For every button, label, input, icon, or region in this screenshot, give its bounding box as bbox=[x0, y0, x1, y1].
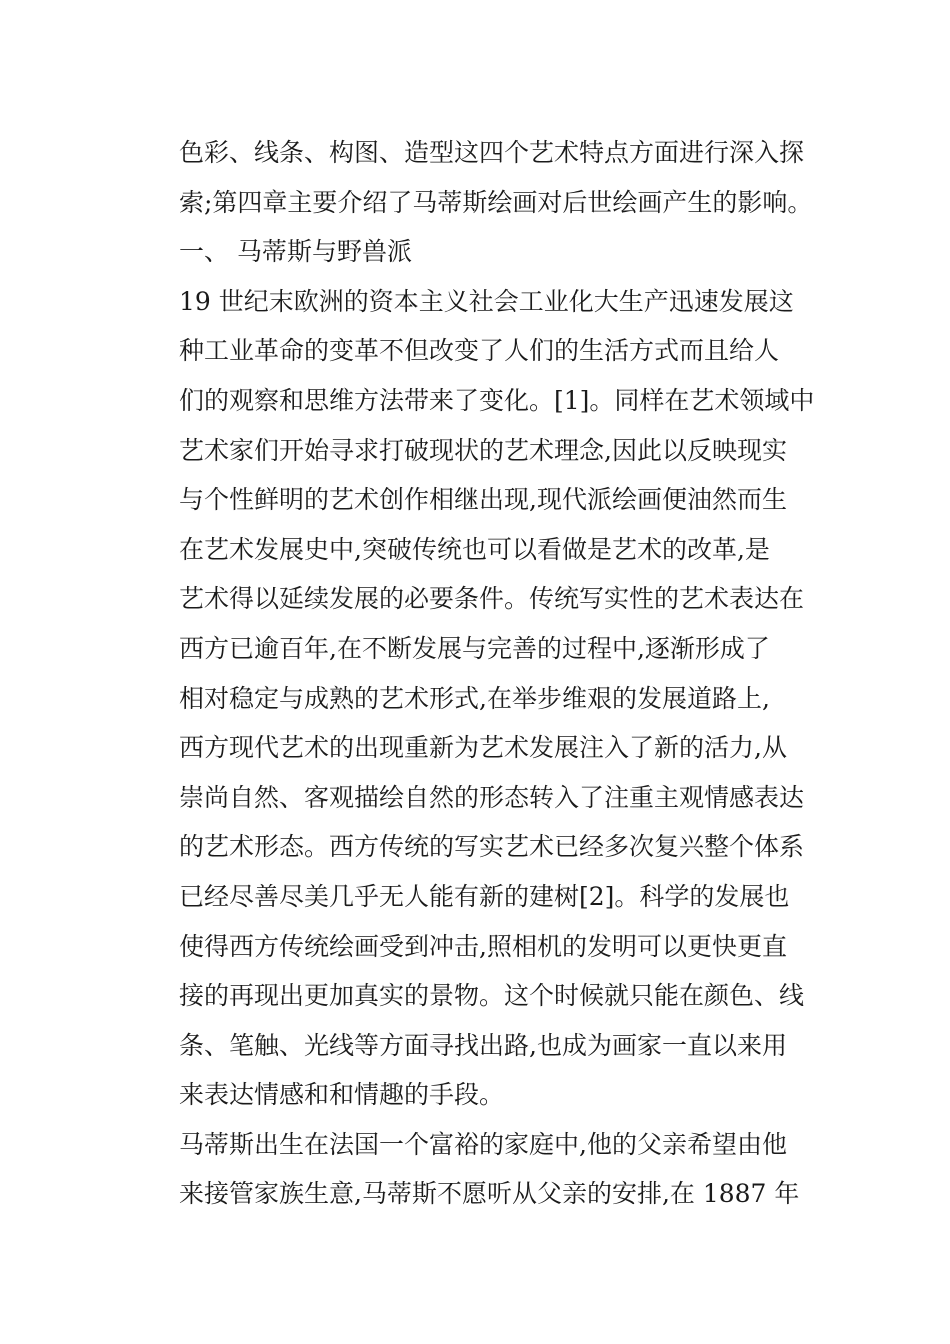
text-line-6: 们的观察和思维方法带来了变化。[1]。同样在艺术领域中 bbox=[179, 385, 815, 415]
text-line-12: 相对稳定与成熟的艺术形式,在举步维艰的发展道路上, bbox=[179, 683, 770, 713]
text-line-22: 来接管家族生意,马蒂斯不愿听从父亲的安排,在 1887 年 bbox=[179, 1179, 800, 1209]
text-line-16: 已经尽善尽美几乎无人能有新的建树[2]。科学的发展也 bbox=[179, 881, 790, 911]
text-line-19: 条、笔触、光线等方面寻找出路,也成为画家一直以来用 bbox=[179, 1030, 787, 1060]
text-line-10: 艺术得以延续发展的必要条件。传统写实性的艺术表达在 bbox=[179, 584, 805, 614]
text-line-13: 西方现代艺术的出现重新为艺术发展注入了新的活力,从 bbox=[179, 733, 787, 763]
text-line-15: 的艺术形态。西方传统的写实艺术已经多次复兴整个体系 bbox=[179, 832, 805, 862]
text-line-4: 19 世纪末欧洲的资本主义社会工业化大生产迅速发展这 bbox=[179, 286, 794, 316]
text-line-20: 来表达情感和和情趣的手段。 bbox=[179, 1080, 505, 1110]
text-line-5: 种工业革命的变革不但改变了人们的生活方式而且给人 bbox=[179, 336, 780, 366]
text-line-11: 西方已逾百年,在不断发展与完善的过程中,逐渐形成了 bbox=[179, 633, 770, 663]
document-body bbox=[179, 128, 819, 1219]
text-line-9: 在艺术发展史中,突破传统也可以看做是艺术的改革,是 bbox=[179, 534, 770, 564]
text-line-14: 崇尚自然、客观描绘自然的形态转入了注重主观情感表达 bbox=[179, 782, 805, 812]
text-line-21: 马蒂斯出生在法国一个富裕的家庭中,他的父亲希望由他 bbox=[179, 1129, 787, 1159]
text-line-7: 艺术家们开始寻求打破现状的艺术理念,因此以反映现实 bbox=[179, 435, 787, 465]
text-line-18: 接的再现出更加真实的景物。这个时候就只能在颜色、线 bbox=[179, 981, 805, 1011]
section-heading: 一、 马蒂斯与野兽派 bbox=[179, 237, 412, 267]
text-line-17: 使得西方传统绘画受到冲击,照相机的发明可以更快更直 bbox=[179, 931, 787, 961]
text-line-2: 索;第四章主要介绍了马蒂斯绘画对后世绘画产生的影响。 bbox=[179, 187, 813, 217]
text-line-1: 色彩、线条、构图、造型这四个艺术特点方面进行深入探 bbox=[179, 138, 805, 167]
text-line-8: 与个性鲜明的艺术创作相继出现,现代派绘画便油然而生 bbox=[179, 485, 787, 515]
